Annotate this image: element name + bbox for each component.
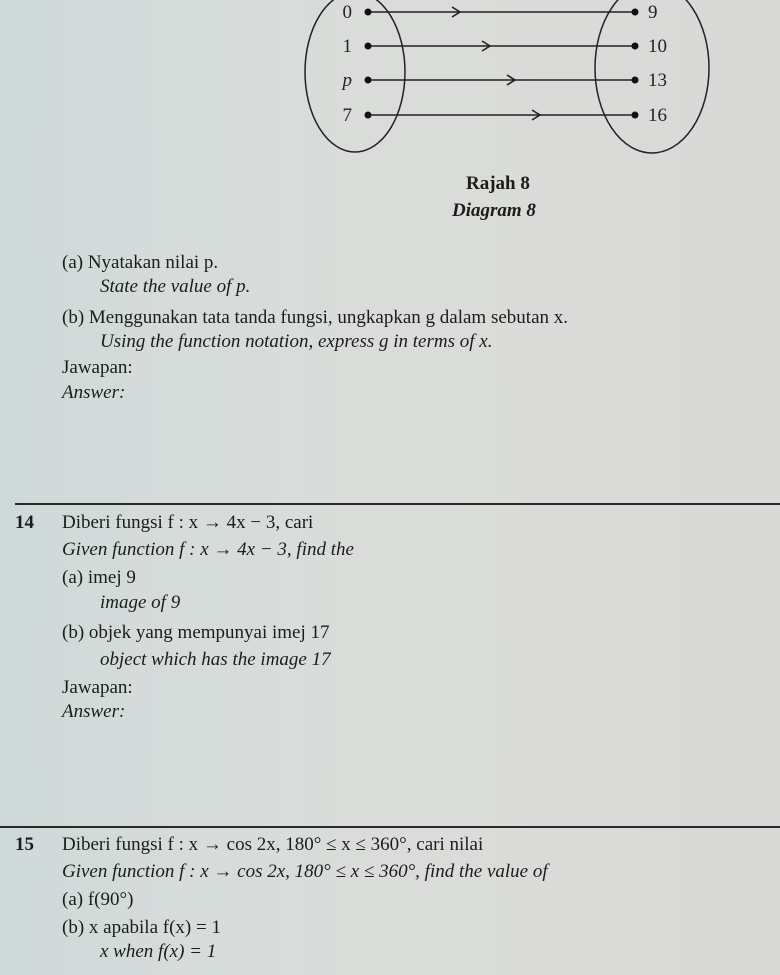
q14-part-a-ms: (a) imej 9 [62,567,136,588]
codomain-label: 9 [648,2,658,23]
divider [15,503,780,505]
codomain-point [632,43,639,50]
q13-answer-label-ms: Jawapan: [62,357,133,378]
q13-part-a-ms: (a) Nyatakan nilai p. [62,252,219,273]
divider [0,826,780,828]
q14-stem-ms: Diberi fungsi f : x → 4x − 3, cari [62,512,314,533]
q15-stem-en: Given function f : x → cos 2x, 180° ≤ x ≤ 360°, find the value of [62,861,548,882]
domain-set-ellipse [305,0,405,152]
domain-point [365,9,372,16]
arrow-diagram [0,0,780,240]
q13-part-b-ms: (b) Menggunakan tata tanda fungsi, ungkapkan g dalam sebutan x. [62,307,568,328]
domain-label: 0 [342,2,352,23]
q15-stem-ms: Diberi fungsi f : x → cos 2x, 180° ≤ x ≤ 360°, cari nilai [62,834,484,855]
domain-point [365,43,372,50]
domain-point [365,112,372,119]
q15-part-b-en: x when f(x) = 1 [100,941,217,962]
q15-part-a: (a) f(90°) [62,889,134,910]
diagram-caption-en: Diagram 8 [452,200,536,221]
codomain-point [632,77,639,84]
domain-label: p [342,70,352,91]
domain-label: 1 [342,36,352,57]
q14-answer-label-en: Answer: [62,701,126,722]
diagram-caption-ms: Rajah 8 [466,173,530,194]
codomain-label: 13 [648,70,667,91]
q13-part-a-en: State the value of p. [100,276,251,297]
domain-point [365,77,372,84]
q13-part-b-en: Using the function notation, express g in terms of x. [100,331,493,352]
q14-part-b-ms: (b) objek yang mempunyai imej 17 [62,622,330,643]
q13-answer-label-en: Answer: [62,382,126,403]
q14-number: 14 [15,512,34,533]
q14-stem-en: Given function f : x → 4x − 3, find the [62,539,354,560]
codomain-label: 16 [648,105,667,126]
q14-part-a-en: image of 9 [100,592,181,613]
q15-number: 15 [15,834,34,855]
q14-answer-label-ms: Jawapan: [62,677,133,698]
q15-part-b-ms: (b) x apabila f(x) = 1 [62,917,221,938]
codomain-label: 10 [648,36,667,57]
domain-label: 7 [342,105,352,126]
codomain-point [632,9,639,16]
q14-part-b-en: object which has the image 17 [100,649,331,670]
codomain-point [632,112,639,119]
